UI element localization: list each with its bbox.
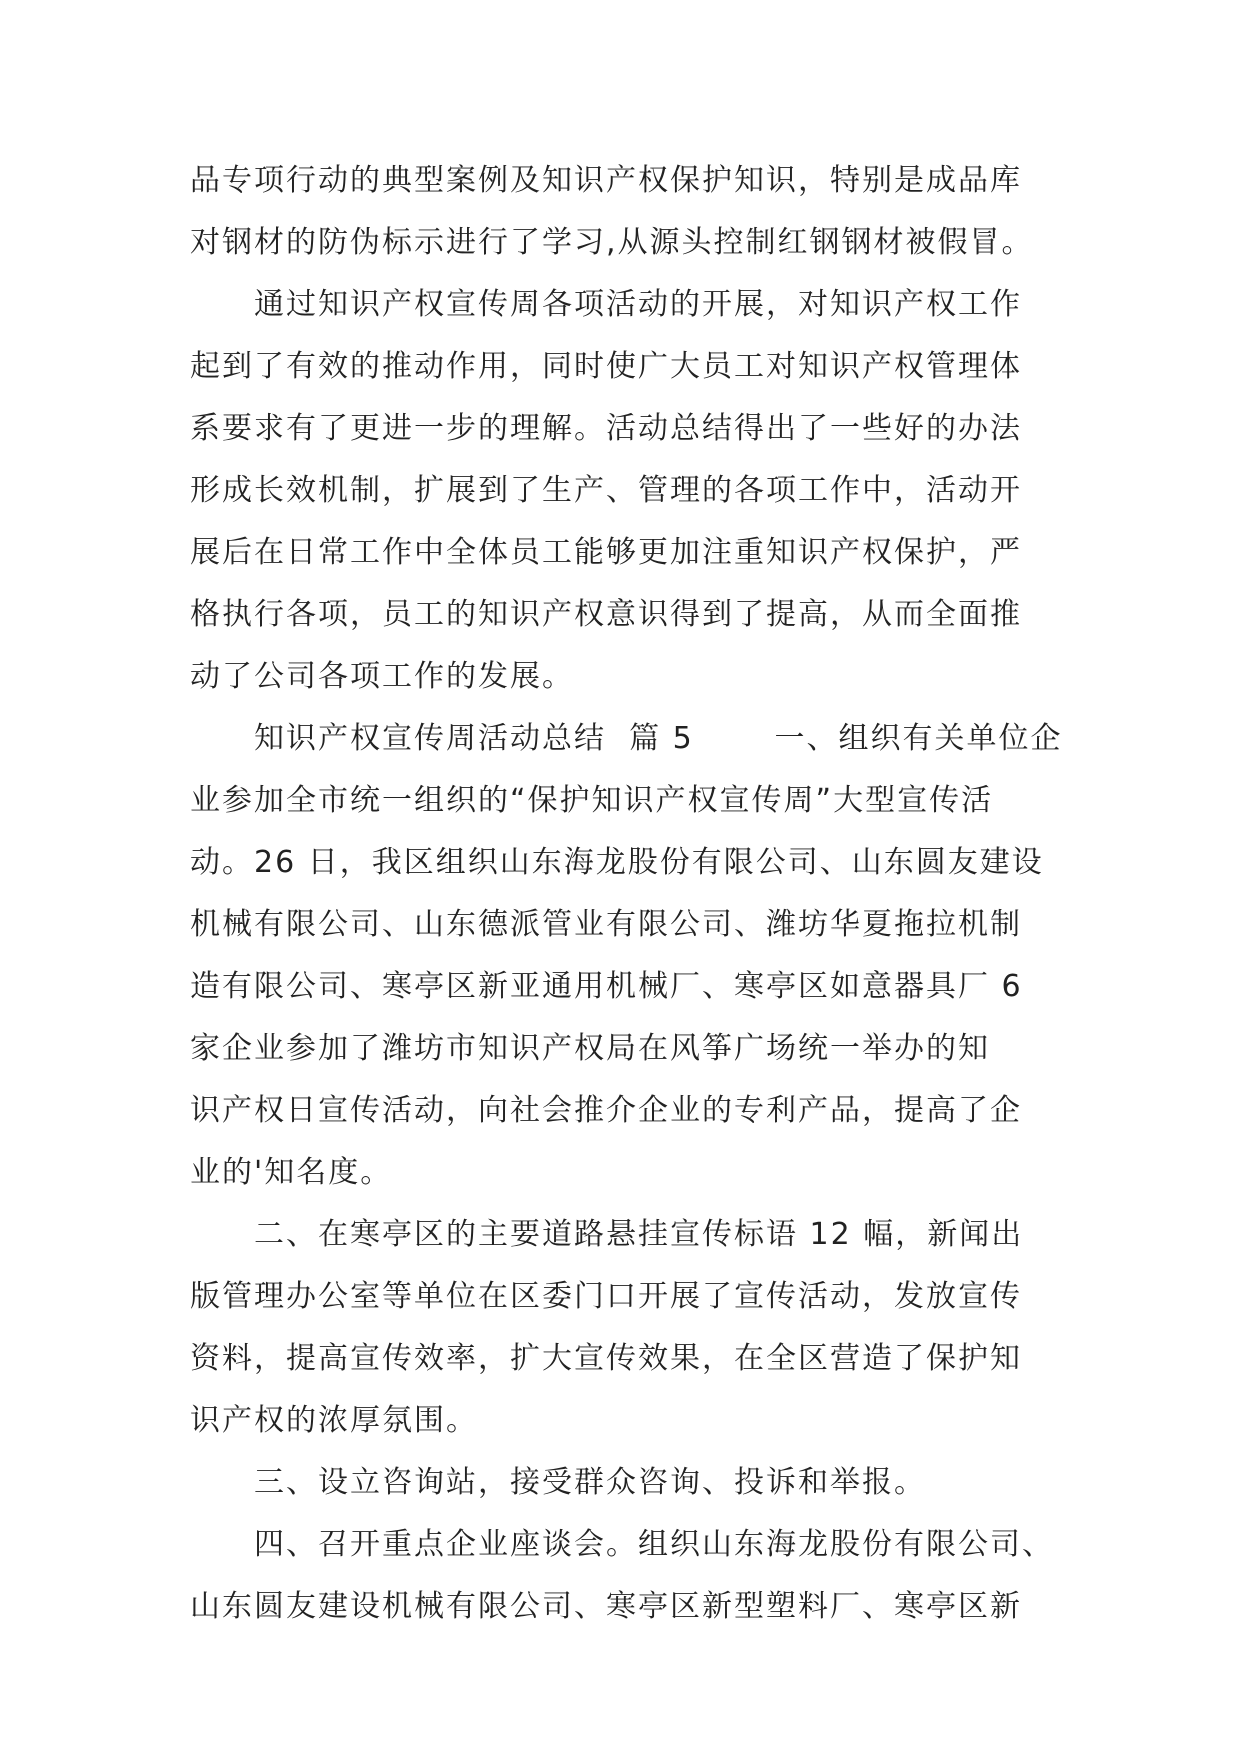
text-line: 动了公司各项工作的发展。 [190, 659, 574, 694]
text-line: 机械有限公司、山东德派管业有限公司、潍坊华夏拖拉机制 [190, 907, 1022, 942]
text-line: 起到了有效的推动作用，同时使广大员工对知识产权管理体 [190, 349, 1022, 384]
text-line: 品专项行动的典型案例及知识产权保护知识，特别是成品库 [190, 163, 1022, 198]
paragraph-start-line: 三、设立咨询站，接受群众咨询、投诉和举报。 [254, 1465, 926, 1500]
text-line: 动。26 日，我区组织山东海龙股份有限公司、山东圆友建设 [190, 845, 1044, 880]
section-heading-line: 知识产权宣传周活动总结 篇 5 一、组织有关单位企 [254, 721, 1063, 756]
text-line: 业的'知名度。 [190, 1155, 393, 1190]
text-line: 家企业参加了潍坊市知识产权局在风筝广场统一举办的知 [190, 1031, 990, 1066]
text-line: 对钢材的防伪标示进行了学习,从源头控制红钢钢材被假冒。 [190, 225, 1034, 260]
paragraph-start-line: 二、在寒亭区的主要道路悬挂宣传标语 12 幅，新闻出 [254, 1217, 1024, 1252]
text-line: 形成长效机制，扩展到了生产、管理的各项工作中，活动开 [190, 473, 1022, 508]
text-line: 格执行各项，员工的知识产权意识得到了提高，从而全面推 [190, 597, 1022, 632]
text-line: 山东圆友建设机械有限公司、寒亭区新型塑料厂、寒亭区新 [190, 1589, 1022, 1624]
text-line: 造有限公司、寒亭区新亚通用机械厂、寒亭区如意器具厂 6 [190, 969, 1023, 1004]
text-line: 识产权的浓厚氛围。 [190, 1403, 478, 1438]
text-line: 业参加全市统一组织的“保护知识产权宣传周”大型宣传活 [190, 783, 994, 818]
text-line: 资料，提高宣传效率，扩大宣传效果，在全区营造了保护知 [190, 1341, 1022, 1376]
paragraph-start-line: 通过知识产权宣传周各项活动的开展，对知识产权工作 [254, 287, 1022, 322]
text-line: 版管理办公室等单位在区委门口开展了宣传活动，发放宣传 [190, 1279, 1022, 1314]
document-body [190, 150, 1063, 1638]
text-line: 系要求有了更进一步的理解。活动总结得出了一些好的办法 [190, 411, 1022, 446]
text-line: 展后在日常工作中全体员工能够更加注重知识产权保护，严 [190, 535, 1022, 570]
text-line: 识产权日宣传活动，向社会推介企业的专利产品，提高了企 [190, 1093, 1022, 1128]
paragraph-start-line: 四、召开重点企业座谈会。组织山东海龙股份有限公司、 [254, 1527, 1054, 1562]
